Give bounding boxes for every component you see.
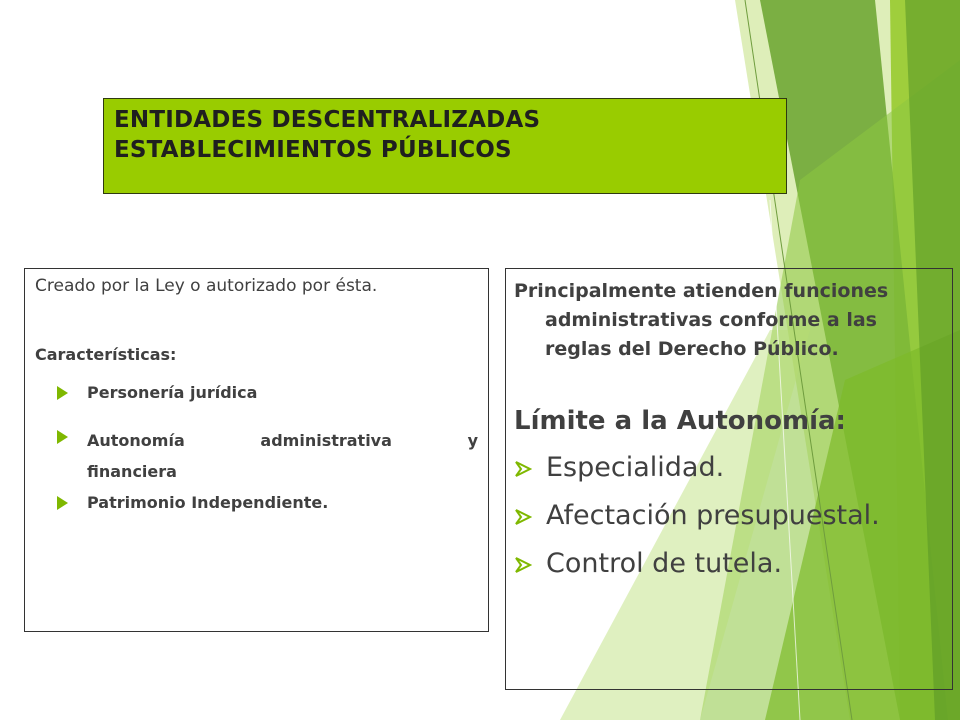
list-item: [514, 444, 944, 492]
limit-text: Control de tutela.: [546, 548, 783, 579]
bullet-text-continuation: financiera: [87, 462, 177, 481]
main-text: Principalmente atienden funciones administrativas conforme a las reglas del Derecho Público.: [514, 280, 889, 360]
bullet-word: y: [467, 431, 478, 450]
chevron-arrow-icon: [514, 460, 532, 478]
chevron-arrow-icon: [514, 556, 532, 574]
limit-text: Afectación presupuestal.: [546, 500, 880, 531]
limit-title: Límite a la Autonomía:: [514, 406, 846, 436]
characteristics-label: Características:: [35, 345, 177, 364]
limits-list: [514, 444, 944, 588]
triangle-right-icon: [57, 386, 68, 400]
left-content-box: [24, 268, 489, 632]
bullet-word: administrativa: [260, 431, 392, 450]
characteristics-list: [35, 382, 478, 514]
triangle-right-icon: [57, 430, 68, 444]
list-item: [514, 492, 944, 540]
bullet-text-line: [87, 421, 478, 461]
chevron-arrow-icon: [514, 508, 532, 526]
bullet-text: Patrimonio Independiente.: [87, 493, 329, 512]
limit-text: Especialidad.: [546, 452, 725, 483]
list-item: [35, 421, 478, 483]
intro-text: Creado por la Ley o autorizado por ésta.: [35, 276, 378, 296]
title-line-1: ENTIDADES DESCENTRALIZADAS: [114, 107, 541, 133]
list-item: [514, 540, 944, 588]
triangle-right-icon: [57, 496, 68, 510]
title-line-2: ESTABLECIMIENTOS PÚBLICOS: [114, 137, 512, 163]
right-content-box: [505, 268, 953, 690]
title-banner: [103, 98, 787, 194]
bullet-text: Personería jurídica: [87, 383, 258, 402]
list-item: [35, 382, 478, 404]
list-item: [35, 492, 478, 514]
bullet-word: Autonomía: [87, 431, 185, 450]
